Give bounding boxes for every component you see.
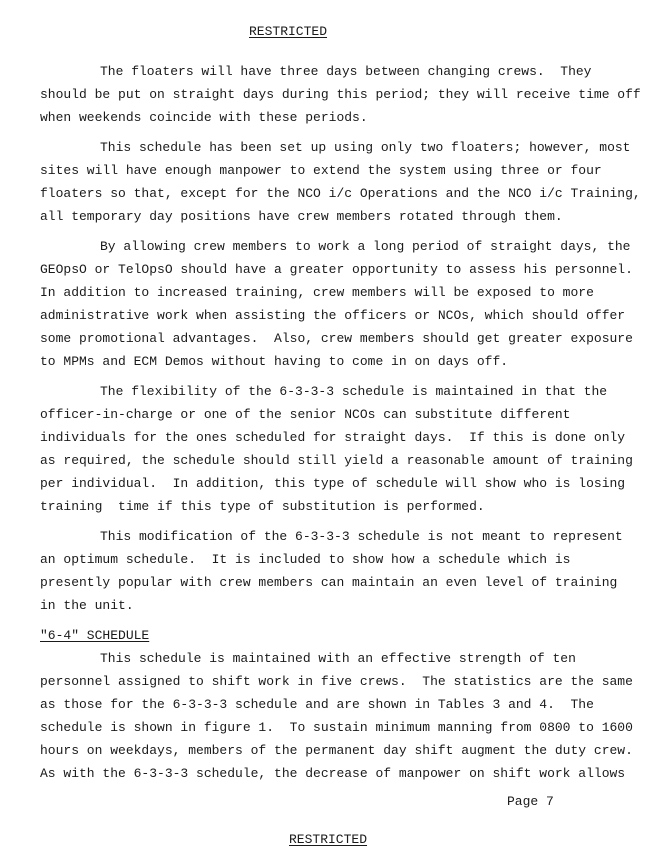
text-line: This modification of the 6-3-3-3 schedule is not meant to represent [100,529,623,544]
text-line: personnel assigned to shift work in five crews. The statistics are the same [40,674,633,689]
text-line: training time if this type of substitution is performed. [40,499,485,514]
text-line: all temporary day positions have crew members rotated through them. [40,209,563,224]
text-line: an optimum schedule. It is included to show how a schedule which is [40,552,571,567]
section-heading: "6-4" SCHEDULE [40,628,150,643]
text-line: sites will have enough manpower to extend the system using three or four [40,163,602,178]
text-line: officer-in-charge or one of the senior NCOs can substitute different [40,407,571,422]
paragraph [40,60,641,129]
paragraph [40,380,633,518]
paragraph [40,235,633,373]
text-line: This schedule has been set up using only two floaters; however, most [100,140,631,155]
text-line: hours on weekdays, members of the permanent day shift augment the duty crew. [40,743,633,758]
classification-header: RESTRICTED [249,24,328,39]
text-line: The flexibility of the 6-3-3-3 schedule is maintained in that the [100,384,608,399]
text-line: as required, the schedule should still yield a reasonable amount of training [40,453,633,468]
paragraph [40,647,633,785]
text-line: The floaters will have three days between changing crews. They [100,64,592,79]
document-body [40,60,641,785]
text-line: some promotional advantages. Also, crew members should get greater exposure [40,331,633,346]
text-line: By allowing crew members to work a long period of straight days, the [100,239,631,254]
text-line: This schedule is maintained with an effective strength of ten [100,651,576,666]
text-line: in the unit. [40,598,134,613]
text-line: when weekends coincide with these periods. [40,110,368,125]
text-line: as those for the 6-3-3-3 schedule and are shown in Tables 3 and 4. The [40,697,594,712]
text-line: per individual. In addition, this type of schedule will show who is losing [40,476,626,491]
paragraph [40,136,641,228]
section-heading-row [40,624,620,647]
text-line: schedule is shown in figure 1. To sustain minimum manning from 0800 to 1600 [40,720,633,735]
text-line: individuals for the ones scheduled for straight days. If this is done only [40,430,626,445]
text-line: floaters so that, except for the NCO i/c Operations and the NCO i/c Training, [40,186,641,201]
text-line: In addition to increased training, crew members will be exposed to more [40,285,594,300]
text-line: administrative work when assisting the officers or NCOs, which should offer [40,308,626,323]
text-line: GEOpsO or TelOpsO should have a greater opportunity to assess his personnel. [40,262,633,277]
text-line: should be put on straight days during this period; they will receive time off [40,87,641,102]
text-line: presently popular with crew members can maintain an even level of training [40,575,618,590]
page-number: Page 7 [507,794,554,809]
paragraph [40,525,623,617]
text-line: As with the 6-3-3-3 schedule, the decrease of manpower on shift work allows [40,766,626,781]
text-line: to MPMs and ECM Demos without having to come in on days off. [40,354,509,369]
classification-footer: RESTRICTED [289,832,368,847]
